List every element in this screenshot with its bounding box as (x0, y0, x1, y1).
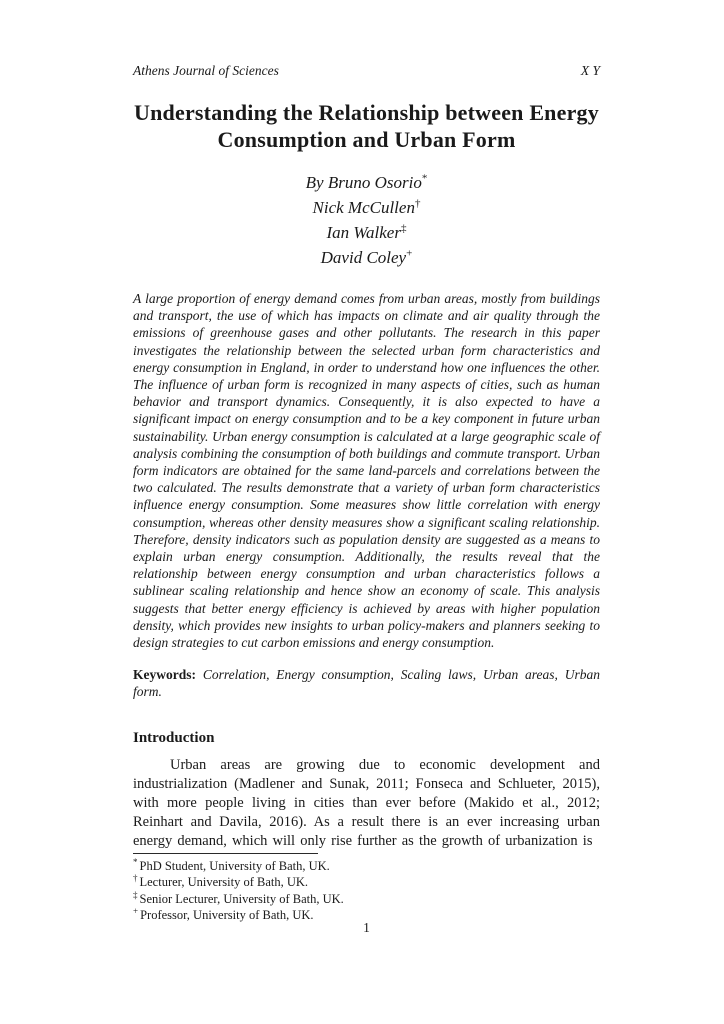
section-heading-introduction: Introduction (133, 729, 215, 746)
page-content (133, 0, 600, 924)
introduction-paragraph: Urban areas are growing due to economic development and industrialization (Madlener and Sunak, 2011; Fonseca and Schlueter, 2015), with more people living in cities than ever before (Makido et al., 2012; Reinhart and Davila, 2016). As a result there is an ever increasing urban energy demand, which will only rise further as the growth of urbanization is (133, 756, 600, 849)
paper-title-line2: Consumption and Urban Form (217, 127, 516, 152)
author-footnote-mark: † (414, 197, 421, 210)
author-name: By Bruno Osorio (305, 173, 422, 192)
page-number: 1 (363, 920, 370, 935)
keywords-text: Correlation, Energy consumption, Scaling laws, Urban areas, Urban form. (133, 667, 600, 700)
author-line (133, 195, 600, 220)
footnote-mark: ‡ (133, 889, 138, 900)
paper-title-line1: Understanding the Relationship between Energy (134, 100, 599, 125)
author-footnote-mark: + (406, 247, 413, 260)
footnotes (133, 854, 600, 924)
author-line (133, 245, 600, 270)
footnote-text: Lecturer, University of Bath, UK. (139, 875, 309, 890)
footnote-text: Senior Lecturer, University of Bath, UK. (139, 891, 344, 906)
footnote-mark: + (133, 906, 139, 917)
footnote (133, 874, 600, 891)
footnote-mark: † (133, 873, 138, 884)
keywords (133, 666, 600, 700)
paper-title (133, 99, 600, 153)
footnote-mark: * (133, 856, 138, 867)
running-header (133, 0, 600, 79)
author-name: David Coley (320, 248, 407, 267)
author-line (133, 170, 600, 195)
author-footnote-mark: * (421, 172, 428, 185)
journal-name: Athens Journal of Sciences (133, 63, 279, 78)
footnote (133, 891, 600, 908)
author-footnote-mark: ‡ (400, 222, 407, 235)
footnote-text: Professor, University of Bath, UK. (140, 908, 314, 923)
author-line (133, 220, 600, 245)
author-name: Nick McCullen (312, 198, 415, 217)
issue-label: X Y (580, 63, 600, 78)
footnote-text: PhD Student, University of Bath, UK. (139, 858, 330, 873)
footnote (133, 858, 600, 875)
abstract-text: A large proportion of energy demand comes from urban areas, mostly from buildings and transport, the use of which has impacts on climate and air quality through the emissions of greenhouse gases and other pollutants. The research in this paper investigates the relationship between the selected urban form characteristics and energy consumption in England, in order to understand how one influences the other. The influence of urban form is recognized in many aspects of cities, such as human behavior and transport dynamics. Consequently, it is also expected to have a significant impact on energy consumption and to be a key component in future urban sustainability. Urban energy consumption is calculated at a large geographic scale of analysis combining the consumption of both buildings and commute transport. Urban form indicators are obtained for the same land-parcels and correlations between the two calculated. The results demonstrate that a variety of urban form characteristics influence energy consumption. Some measures show little correlation with energy consumption, whereas other density measures show a significant scaling relationship. Therefore, density indicators such as population density are suggested as a means to explain urban energy consumption. Additionally, the results reveal that the relationship between energy consumption and urban characteristics follows a sublinear scaling relationship and hence show an economy of scale. This analysis suggests that better energy efficiency is achieved by areas with higher population density, which provides new insights to urban policy-makers and planners seeking to design strategies to cut carbon emissions and energy consumption. (133, 291, 600, 651)
author-list (133, 170, 600, 270)
keywords-label: Keywords: (133, 667, 196, 683)
author-name: Ian Walker (326, 223, 401, 242)
